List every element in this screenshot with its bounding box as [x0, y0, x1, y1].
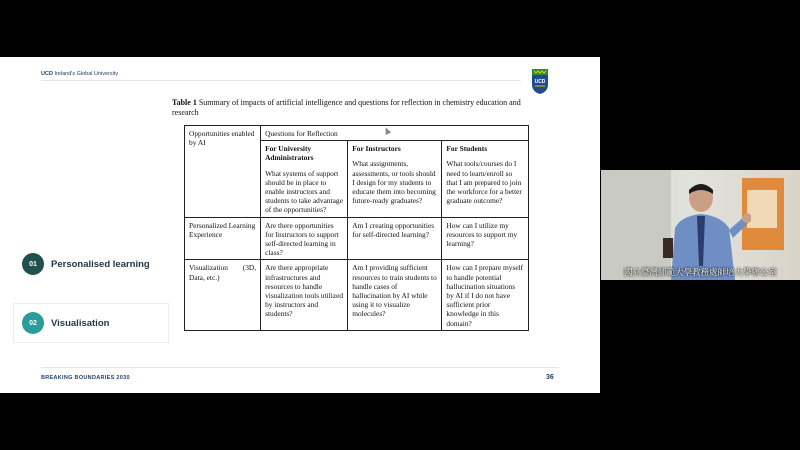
- table-row: [185, 217, 529, 260]
- questions-header-cell: Questions for Reflection: [261, 126, 529, 141]
- webcam-caption: 國立臺灣師範大學教務處師培大學辦公室: [623, 267, 777, 277]
- student-header-cell: [442, 141, 529, 217]
- agenda-label: Visualisation: [51, 317, 110, 329]
- opportunity-cell: Visualization (3D, Data, etc.): [185, 260, 261, 330]
- admin-header-question: What systems of support should be in place to enable instructors and students to take advantage of the opportunities?: [265, 168, 343, 215]
- agenda-number-badge: 01: [22, 253, 44, 275]
- admin-header-cell: [261, 141, 348, 217]
- student-question-cell: How can I utilize my resources to support my learning?: [442, 217, 529, 260]
- table-caption: Table 1 Summary of impacts of artificial intelligence and questions for reflection in chemistry education and research: [172, 98, 521, 117]
- agenda-label: Personalised learning: [51, 258, 150, 270]
- agenda-item-visualisation[interactable]: [14, 304, 168, 342]
- instructor-subheader: For Instructors: [352, 144, 401, 154]
- ucd-crest-logo: [531, 68, 549, 95]
- agenda-item-personalised-learning[interactable]: [14, 245, 168, 283]
- presentation-slide: [0, 57, 600, 393]
- instructor-header-question: What assignments, assessments, or tools should I design for my students to educate them into becoming future-ready graduates?: [352, 159, 436, 206]
- opportunities-header-cell: Opportunities enabled by AI: [185, 126, 261, 218]
- header-divider: [41, 80, 521, 81]
- student-subheader: For Students: [446, 144, 488, 154]
- admin-question-cell: Are there appropriate infrastructures and resources to handle visualization tools utilized by instructors and students?: [261, 260, 348, 330]
- footer-title: BREAKING BOUNDARIES 2030: [41, 375, 130, 381]
- admin-subheader: For University Administrators: [265, 144, 314, 163]
- page-number: 36: [546, 374, 554, 381]
- svg-text:UCD: UCD: [534, 79, 546, 85]
- agenda-number-badge: 02: [22, 312, 44, 334]
- ucd-tagline: UCD Ireland's Global University: [41, 71, 119, 77]
- table-row: [185, 260, 529, 330]
- video-bottom-letterbox: [0, 393, 800, 450]
- video-top-letterbox: [0, 0, 800, 57]
- instructor-header-cell: [348, 141, 442, 217]
- webcam-poster-graphic: [747, 190, 777, 228]
- webcam-feed: [601, 170, 800, 280]
- ai-reflection-table: [184, 125, 529, 331]
- opportunity-cell: Personalized Learning Experience: [185, 217, 261, 260]
- instructor-question-cell: Am I creating opportunities for self-directed learning?: [348, 217, 442, 260]
- table-header-row: [185, 126, 529, 141]
- instructor-question-cell: Am I providing sufficient resources to train students to handle cases of hallucination by AI while using it to visualize molecules?: [348, 260, 442, 330]
- admin-question-cell: Are there opportunities for Instructors to support self-directed learning in class?: [261, 217, 348, 260]
- student-question-cell: How can I prepare myself to handle potential hallucination situations by AI if I do not have sufficient prior knowledge in this domain?: [442, 260, 529, 330]
- footer-divider: [41, 367, 559, 368]
- student-header-question: What tools/courses do I need to learn/enroll so that I am prepared to join the workforce for a better graduate outcome?: [446, 159, 522, 206]
